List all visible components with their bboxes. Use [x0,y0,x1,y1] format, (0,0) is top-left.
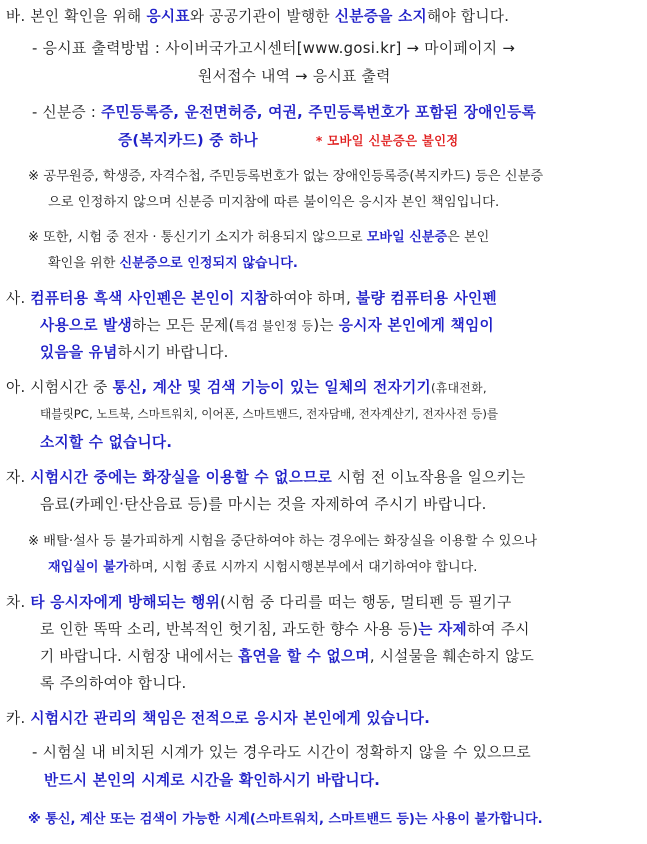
highlight: 있음을 유념 [40,344,118,361]
text: 자. [6,469,31,486]
text: 하여 주시 [466,621,530,638]
highlight: 신분증으로 인정되지 않습니다. [119,256,298,271]
ticket-print-method-2: 원서접수 내역 → 응시표 출력 [198,68,391,85]
text: ※ 또한, 시험 중 전자 · 통신기기 소지가 허용되지 않으므로 [28,230,367,245]
note1-line2: 으로 인정하지 않으며 신분증 미지참에 따른 불이익은 응시자 본인 책임입니다. [48,195,500,210]
highlight: 시험시간 중에는 화장실을 이용할 수 없으므로 [30,469,333,486]
section-cha-line2 [40,623,647,638]
highlight: 모바일 신분증 [366,230,448,245]
highlight: 흡연을 할 수 없으며 [238,648,370,665]
text: 해야 합니다. [427,8,510,25]
text: )는 [313,317,339,334]
text: 차. [6,594,31,611]
section-ba-line1 [6,10,647,25]
section-sa-line3 [40,346,647,361]
highlight: 재입실이 불가 [48,560,129,575]
highlight: 컴퓨터용 흑색 사인펜은 본인이 지참 [30,290,269,307]
id-list: 주민등록증, 운전면허증, 여권, 주민등록번호가 포함된 장애인등록 [101,104,537,121]
text: 로 인한 똑딱 소리, 반복적인 헛기침, 과도한 향수 사용 등) [40,621,419,638]
highlight: 는 자제 [418,621,467,638]
ticket-print-method: - 응시표 출력방법 : 사이버국가고시센터[www.gosi.kr] → 마이페이지 → [32,40,516,57]
highlight: 시험시간 관리의 책임은 전적으로 응시자 본인에게 있습니다. [30,710,431,727]
highlight: 사용으로 발생 [40,317,133,334]
section-ka-line1 [6,712,647,727]
highlight: 통신, 계산 및 검색 기능이 있는 일체의 전자기기 [112,379,431,396]
note2-line1 [28,231,647,244]
highlight: 불량 컴퓨터용 사인펜 [356,290,497,307]
section-a-line1 [6,381,647,396]
text: 와 공공기관이 발행한 [189,8,335,25]
text: 시험 전 이뇨작용을 일으키는 [332,469,526,486]
highlight-ticket: 응시표 [146,8,190,25]
section-a-line2: 태블릿PC, 노트북, 스마트워치, 이어폰, 스마트밴드, 전자담배, 전자계산기, 전자사전 등)를 [40,407,499,421]
section-sa-line2 [40,319,647,334]
section-ka-line3 [44,774,647,789]
highlight: 소지할 수 없습니다. [40,434,173,451]
text: 하여야 하며, [268,290,357,307]
section-ja-line2: 음료(카페인·탄산음료 등)를 마시는 것을 자제하여 주시기 바랍니다. [40,496,487,513]
text: 하시기 바랍니다. [117,344,229,361]
text: 특검 불인정 등 [234,319,314,333]
highlight: 응시자 본인에게 책임이 [338,317,494,334]
note2-line2 [48,257,647,270]
text: 기 바랍니다. 시험장 내에서는 [40,648,239,665]
text: 하며, 시험 종료 시까지 시험시행본부에서 대기하여야 합니다. [128,560,478,575]
text: 카. [6,710,31,727]
section-ja-note1: ※ 배탈·설사 등 불가피하게 시험을 중단하여야 하는 경우에는 화장실을 이용할 수 있으나 [28,534,538,549]
text: 확인을 위한 [48,256,120,271]
text: 바. 본인 확인을 위해 [6,8,147,25]
id-card-line2 [118,134,647,149]
section-ja-note2 [48,561,647,574]
id-card-line1 [32,106,647,121]
note1-line1: ※ 공무원증, 학생증, 자격수첩, 주민등록번호가 없는 장애인등록증(복지카드) 등은 신분증 [28,169,544,184]
text: 아. 시험시간 중 [6,379,113,396]
id-list-2: 증(복지카드) 중 하나 [118,132,258,149]
text: , 시설물을 훼손하지 않도 [369,648,535,665]
section-ja-line1 [6,471,647,486]
section-ka-line2: - 시험실 내 비치된 시계가 있는 경우라도 시간이 정확하지 않을 수 있으므로 [32,744,532,761]
highlight: ※ 통신, 계산 또는 검색이 가능한 시계(스마트워치, 스마트밴드 등)는 사용이 불가합니다. [28,812,543,827]
highlight-id-card: 신분증을 소지 [334,8,427,25]
section-cha-line1 [6,596,647,611]
section-ka-note [28,813,647,826]
section-sa-line1 [6,292,647,307]
section-cha-line4: 록 주의하여야 합니다. [40,675,187,692]
text: (시험 중 다리를 떠는 행동, 멀티펜 등 필기구 [220,594,512,611]
section-cha-line3 [40,650,647,665]
mobile-id-note: * 모바일 신분증은 불인정 [315,134,459,148]
highlight: 반드시 본인의 시계로 시간을 확인하시기 바랍니다. [44,772,381,789]
text: 은 본인 [447,230,490,245]
text: (휴대전화, [430,381,488,395]
id-label: - 신분증 : [32,104,102,121]
text: 사. [6,290,31,307]
highlight: 타 응시자에게 방해되는 행위 [30,594,221,611]
section-a-line3 [40,436,647,451]
text: 하는 모든 문제( [132,317,235,334]
